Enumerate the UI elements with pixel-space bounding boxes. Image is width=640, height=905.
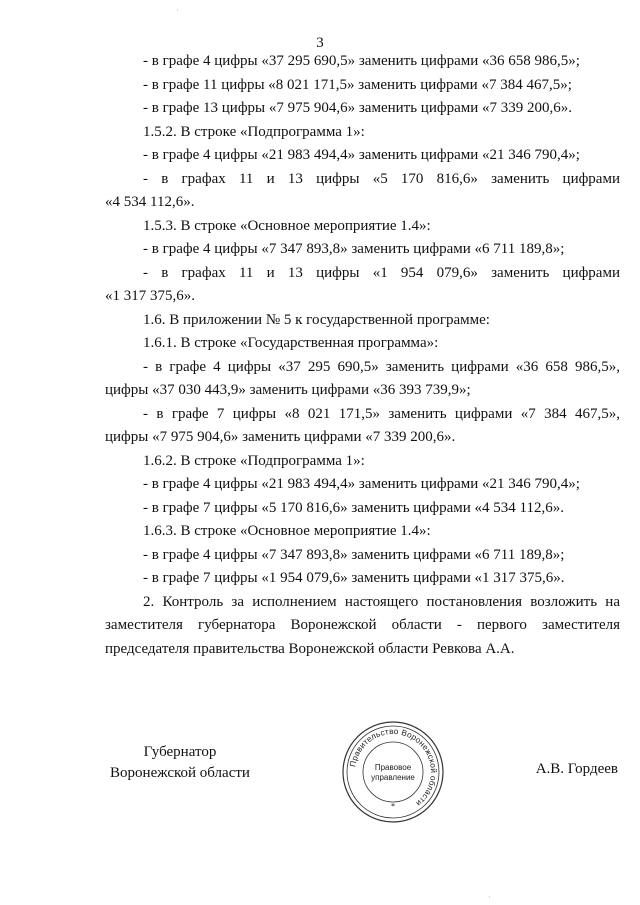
text-line: - в графе 7 цифры «8 021 171,5» заменить цифрами «7 384 467,5», (143, 405, 620, 422)
text-line: - в графе 11 цифры «8 021 171,5» заменить цифрами «7 384 467,5»; (143, 76, 572, 93)
page-number: 3 (316, 35, 324, 51)
text-line: - в графе 4 цифры «21 983 494,4» заменить цифрами «21 346 790,4»; (143, 476, 580, 492)
text-line: председателя правительства Воронежской области Ревкова А.А. (105, 640, 515, 657)
text-line: - в графе 7 цифры «5 170 816,6» заменить цифрами «4 534 112,6». (143, 499, 564, 516)
signatory-title: Губернатор (143, 744, 217, 760)
text-line: заместителя губернатора Воронежской области - первого заместителя (105, 617, 620, 633)
text-line: 1.6. В приложении № 5 к государственной программе: (143, 311, 490, 328)
text-line: - в графе 4 цифры «37 295 690,5» заменить цифрами «36 658 986,5», (143, 358, 620, 375)
text-line: - в графах 11 и 13 цифры «1 954 079,6» заменить цифрами (143, 264, 620, 281)
text-line: - в графе 4 цифры «37 295 690,5» заменить цифрами «36 658 986,5»; (143, 53, 580, 69)
text-line: - в графе 7 цифры «1 954 079,6» заменить цифрами «1 317 375,6». (143, 570, 565, 586)
text-line: - в графе 4 цифры «7 347 893,8» заменить цифрами «6 711 189,8»; (143, 546, 565, 563)
text-line: «4 534 112,6». (105, 194, 195, 210)
signatory-position (105, 742, 255, 784)
text-line: 1.6.2. В строке «Подпрограмма 1»: (143, 452, 365, 469)
text-line: - в графах 11 и 13 цифры «5 170 816,6» заменить цифрами (143, 170, 620, 187)
text-line: 1.6.3. В строке «Основное мероприятие 1.4»: (143, 523, 431, 539)
official-stamp (341, 720, 445, 824)
text-line: - в графе 4 цифры «21 983 494,4» заменить цифрами «21 346 790,4»; (143, 147, 580, 163)
text-line: цифры «7 975 904,6» заменить цифрами «7 339 200,6». (105, 429, 456, 445)
stamp-star: * (391, 802, 395, 811)
stamp-center-line1: Правовое (374, 763, 412, 772)
text-line: - в графе 4 цифры «7 347 893,8» заменить цифрами «6 711 189,8»; (143, 241, 565, 257)
signatory-region: Воронежской области (110, 765, 250, 781)
text-line: «1 317 375,6». (105, 288, 195, 304)
text-line: 1.6.1. В строке «Государственная программа»: (143, 335, 439, 351)
document-body (105, 50, 620, 661)
text-line: - в графе 13 цифры «7 975 904,6» заменить цифрами «7 339 200,6». (143, 100, 573, 116)
text-line: 1.5.3. В строке «Основное мероприятие 1.4»: (143, 217, 431, 234)
text-line: 2. Контроль за исполнением настоящего постановления возложить на (143, 593, 620, 610)
scan-mark: · (176, 6, 179, 15)
stamp-center-line2: управление (371, 773, 415, 782)
text-line: 1.5.2. В строке «Подпрограмма 1»: (143, 123, 365, 140)
scan-mark: · (488, 893, 491, 902)
signatory-name: А.В. Гордеев (535, 761, 618, 777)
stamp-ring-text: Правительство Воронежской области (348, 726, 439, 809)
text-line: цифры «37 030 443,9» заменить цифрами «36 393 739,9»; (105, 382, 471, 398)
